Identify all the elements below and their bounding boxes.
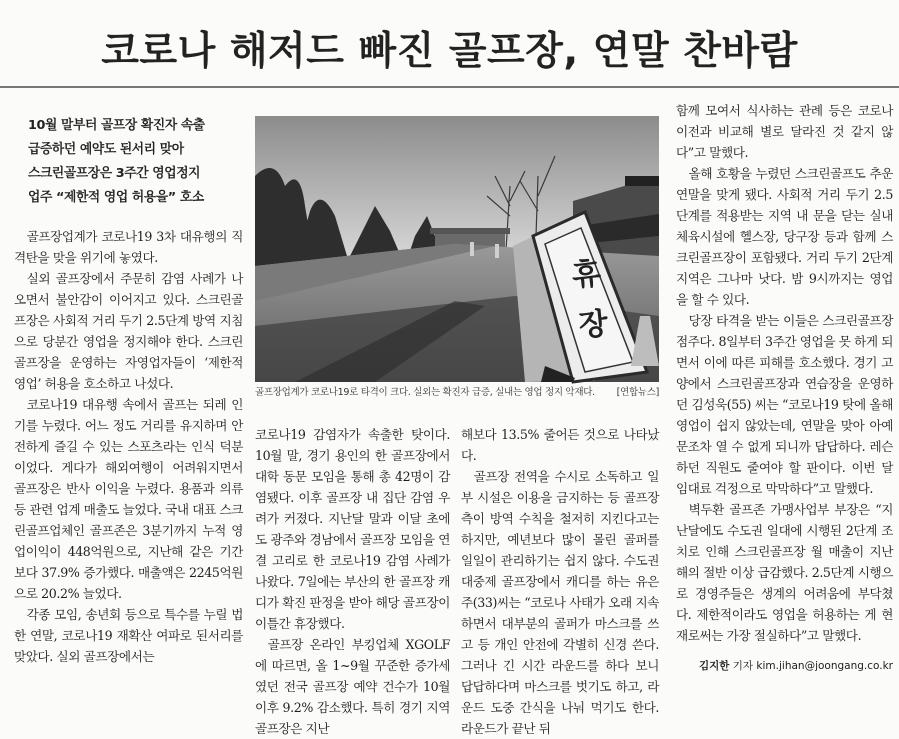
subheadline-line: 10월 말부터 골프장 확진자 속출 <box>28 118 205 133</box>
paragraph: 각종 모임, 송년회 등으로 특수를 누릴 법한 연말, 코로나19 재확산 여파로 된서리를 맞았다. 실외 골프장에서는 <box>14 607 243 664</box>
golf-course-closed-photo <box>255 116 659 382</box>
paragraph: 벽두환 골프존 가맹사업부 부장은 “지난달에도 수도권 일대에 시행된 2단계 조치로 인해 스크린골프장 월 매출이 지난해의 절반 이상 급감했다. 2.5단계 시행으로 경영주들은 생계의 어려움에 부닥쳤다. 제한적이라도 영업을 허용하는 게 현재로써는 가장 절실하다”고 말했다. <box>676 502 893 643</box>
paragraph: 올해 호황을 누렸던 스크린골프도 추운 연말을 맞게 됐다. 사회적 거리 두기 2.5단계를 적용받는 지역 내 문을 닫는 실내체육시설에 헬스장, 당구장 등과 함께 스크린골프장이 포함됐다. 거리 두기 2단계 지역은 그나마 낫다. 밤 9시까지는 영업을 할 수 있다. <box>676 166 893 307</box>
subheadline-line: 급증하던 예약도 된서리 맞아 <box>28 142 184 157</box>
paragraph: 해보다 13.5% 줄어든 것으로 나타났다. <box>461 427 659 463</box>
article-photo <box>255 116 659 382</box>
article-column-4 <box>676 100 893 697</box>
paragraph: 실외 골프장에서 주문히 감염 사례가 나오면서 불안감이 이어지고 있다. 스크린골프장은 사회적 거리 두기 2.5단계 방역 지침으로 당분간 영업을 정지해야 한다. 스크린골프장을 운영하는 자영업자들이 ‘제한적 영업’ 허용을 호소하고 나섰다. <box>14 271 243 391</box>
caption-text: 골프장업계가 코로나19로 타격이 크다. 실외는 확진자 급증, 실내는 영업 정지 악재다. <box>255 387 595 398</box>
paragraph: 당장 타격을 받는 이들은 스크린골프장 점주다. 8일부터 3주간 영업을 못 하게 되면서 이에 따른 피해를 호소했다. 경기 고양에서 스크린골프장과 연습장을 운영하던 김성욱(55) 씨는 “코로나19 탓에 올해 영업이 쉽지 않았는데, 연말을 맞아 아예 문조차 열 수 없게 되니까 답답하다. 레슨 하던 직원도 줄여야 할 판이다. 이번 달 임대료 걱정으로 막막하다”고 말했다. <box>676 313 893 496</box>
paragraph: 골프장 온라인 부킹업체 XGOLF에 따르면, 올 1~9월 꾸준한 증가세였던 전국 골프장 예약 건수가 10월 이후 9.2% 감소했다. 특히 경기 지역 골프장은 지난 <box>255 637 450 736</box>
byline-email: kim.jihan@joongang.co.kr <box>756 660 893 672</box>
byline-name: 김지한 <box>699 660 730 672</box>
subheadline <box>14 114 243 210</box>
photo-caption <box>255 386 659 400</box>
headline-rule <box>0 86 899 88</box>
headline: 코로나 해저드 빠진 골프장, 연말 찬바람 <box>101 29 798 74</box>
paragraph: 코로나19 감염자가 속출한 탓이다. 10월 말, 경기 용인의 한 골프장에서 대학 동문 모임을 통해 총 42명이 감염됐다. 이후 골프장 내 집단 감염 우려가 커졌다. 지난달 말과 이달 초에도 광주와 경남에서 골프장 모임을 연결 고리로 한 코로나19 감염 사례가 나왔다. 7일에는 부산의 한 골프장 캐디가 확진 판정을 받아 해당 골프장이 이틀간 휴장했다. <box>255 427 450 631</box>
article-column-2 <box>255 424 450 736</box>
paragraph: 골프장 전역을 수시로 소독하고 일부 시설은 이용을 금지하는 등 골프장 측이 방역 수칙을 철저히 지킨다고는 하지만, 예년보다 많이 몰린 골퍼를 일일이 관리하기는 쉽지 않다. 수도권 대중제 골프장에서 캐디를 하는 유은주(33)씨는 “코로나 사태가 오래 지속하면서 대부분의 골퍼가 마스크를 쓰고 등 개인 안전에 각별히 신경 쓴다. 그러나 긴 시간 라운드를 하다 보니 답답하다며 마스크를 벗기도 하고, 라운드 도중 간식을 나눠 먹기도 한다. 라운드가 끝난 뒤 <box>461 469 659 736</box>
subheadline-line: 업주 “제한적 영업 허용을” 호소 <box>28 190 204 205</box>
photo-credit: [연합뉴스] <box>616 387 659 398</box>
paragraph: 함께 모여서 식사하는 관례 등은 코로나 이전과 비교해 별로 달라진 것 같지 않다”고 말했다. <box>676 103 893 160</box>
byline <box>676 656 893 677</box>
closed-sign-char-2: 장 <box>577 306 610 344</box>
paragraph: 코로나19 대유행 속에서 골프는 되레 인기를 누렸다. 어느 정도 거리를 유지하며 안전하게 즐길 수 있는 스포츠라는 인식 덕분이었다. 게다가 해외여행이 어려워지면서 골프장은 반사 이익을 누렸다. 용품과 의류 등 관련 업계 매출도 늘었다. 국내 대표 스크린골프업체인 골프존은 3분기까지 누적 영업이익이 448억원으로, 지난해 같은 기간보다 37.9% 증가했다. 매출액은 2245억원으로 20.2% 늘었다. <box>14 397 243 601</box>
closed-sign-char-1: 휴 <box>570 256 603 294</box>
article-column-3 <box>461 424 659 736</box>
subheadline-line: 스크린골프장은 3주간 영업정지 <box>28 166 201 181</box>
byline-role: 기자 <box>732 660 754 672</box>
article-column-1 <box>14 114 243 711</box>
paragraph: 골프장업계가 코로나19 3차 대유행의 직격탄을 맞을 위기에 놓였다. <box>14 229 243 265</box>
